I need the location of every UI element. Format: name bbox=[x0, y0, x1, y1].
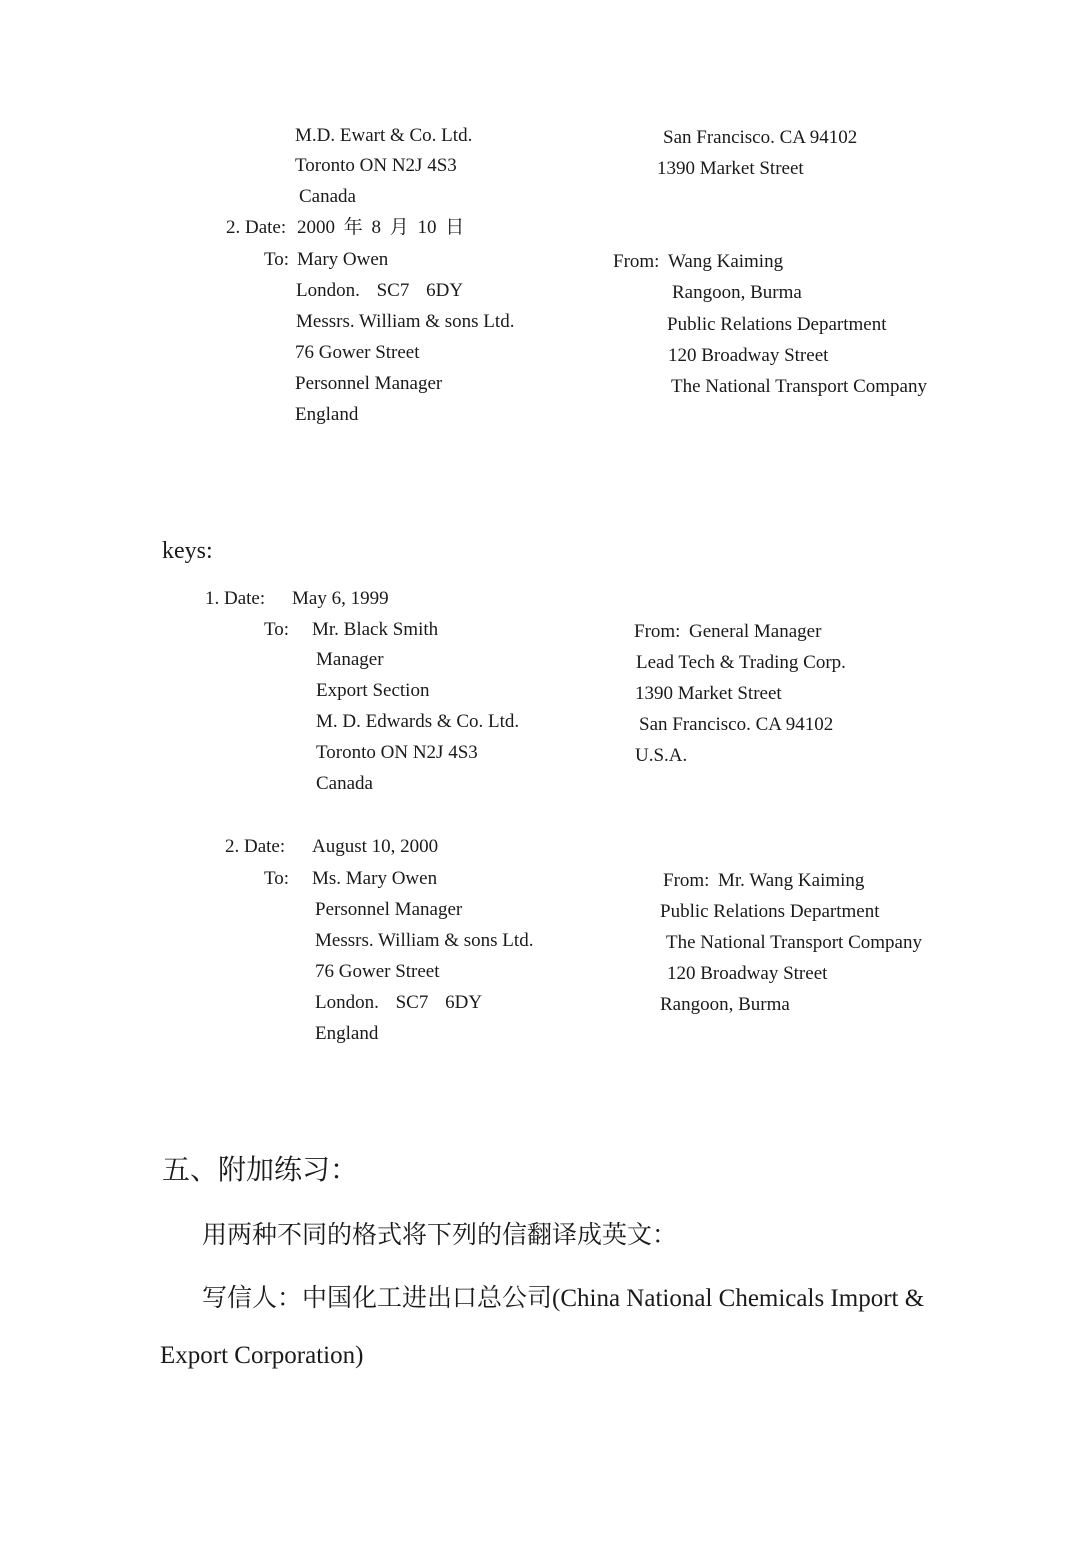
key1-to-line: M. D. Edwards & Co. Ltd. bbox=[316, 711, 520, 732]
key1-to-line: Canada bbox=[316, 773, 373, 794]
ex2-to-line: Messrs. William & sons Ltd. bbox=[296, 311, 515, 332]
key1-from-line: 1390 Market Street bbox=[635, 683, 782, 704]
ex2-to-line: 76 Gower Street bbox=[295, 342, 420, 363]
writer-label: 写信人： bbox=[202, 1285, 303, 1312]
ex1-to-line: M.D. Ewart & Co. Ltd. bbox=[295, 125, 473, 146]
keys-title: keys: bbox=[162, 538, 213, 564]
key1-to-line: Export Section bbox=[316, 680, 430, 701]
key1-to-line: Manager bbox=[316, 649, 384, 670]
ex2-from-line: Rangoon, Burma bbox=[672, 282, 802, 303]
key2-to-line: Messrs. William & sons Ltd. bbox=[315, 930, 534, 951]
key2-to-line: Personnel Manager bbox=[315, 899, 463, 920]
ex2-from-line: 120 Broadway Street bbox=[668, 345, 829, 366]
ex2-to-line: Personnel Manager bbox=[295, 373, 443, 394]
ex2-from-label: From: bbox=[613, 251, 660, 272]
ex1-from-line: 1390 Market Street bbox=[657, 158, 804, 179]
key1-to-line: Mr. Black Smith bbox=[312, 619, 439, 640]
key2-from-line: Public Relations Department bbox=[660, 901, 880, 922]
key1-from-line: General Manager bbox=[689, 621, 822, 642]
ex2-to-line: Mary Owen bbox=[297, 249, 389, 270]
ex1-from-line: San Francisco. CA 94102 bbox=[663, 127, 858, 148]
writer-name-line1: 中国化工进出口总公司(China National Chemicals Import & bbox=[302, 1285, 925, 1312]
key1-date-value: May 6, 1999 bbox=[292, 588, 389, 609]
key2-to-line: England bbox=[315, 1023, 379, 1044]
section5-instruction: 用两种不同的格式将下列的信翻译成英文： bbox=[202, 1222, 678, 1249]
key2-to-line: London. SC7 6DY bbox=[315, 992, 483, 1013]
ex2-to-label: To: bbox=[264, 249, 290, 270]
key1-from-label: From: bbox=[634, 621, 681, 642]
ex2-date-label: 2. Date: bbox=[226, 217, 287, 238]
writer-name-line2: Export Corporation) bbox=[160, 1342, 364, 1369]
key2-from-label: From: bbox=[663, 870, 710, 891]
key2-from-line: The National Transport Company bbox=[666, 932, 922, 953]
key2-date-label: 2. Date: bbox=[225, 836, 286, 857]
key1-date-label: 1. Date: bbox=[205, 588, 266, 609]
ex2-from-line: Wang Kaiming bbox=[668, 251, 784, 272]
key1-from-line: San Francisco. CA 94102 bbox=[639, 714, 834, 735]
key2-to-line: 76 Gower Street bbox=[315, 961, 440, 982]
ex1-to-line: Canada bbox=[299, 186, 356, 207]
key2-from-line: 120 Broadway Street bbox=[667, 963, 828, 984]
key2-from-line: Mr. Wang Kaiming bbox=[718, 870, 865, 891]
section5-writer-line bbox=[202, 1283, 924, 1315]
ex2-from-line: Public Relations Department bbox=[667, 314, 887, 335]
key2-to-label: To: bbox=[264, 868, 290, 889]
ex1-to-line: Toronto ON N2J 4S3 bbox=[295, 155, 457, 176]
key1-to-label: To: bbox=[264, 619, 290, 640]
ex2-date-value: 2000 年 8 月 10 日 bbox=[297, 217, 465, 238]
ex2-to-line: London. SC7 6DY bbox=[296, 280, 464, 301]
key1-from-line: U.S.A. bbox=[635, 745, 688, 766]
ex2-to-line: England bbox=[295, 404, 359, 425]
key2-from-line: Rangoon, Burma bbox=[660, 994, 790, 1015]
key1-from-line: Lead Tech & Trading Corp. bbox=[636, 652, 846, 673]
ex2-from-line: The National Transport Company bbox=[671, 376, 927, 397]
section5-heading: 五、附加练习： bbox=[162, 1155, 359, 1186]
key2-to-line: Ms. Mary Owen bbox=[312, 868, 438, 889]
key1-to-line: Toronto ON N2J 4S3 bbox=[316, 742, 478, 763]
key2-date-value: August 10, 2000 bbox=[312, 836, 439, 857]
